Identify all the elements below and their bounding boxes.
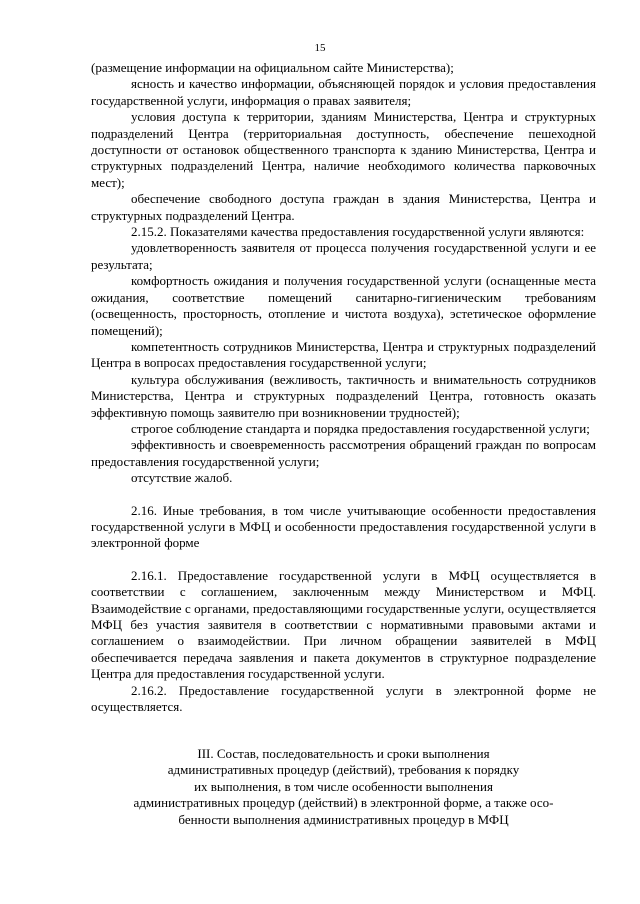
subsection-heading: 2.16. Иные требования, в том числе учитывающие особенности предоставления государственной услуги в МФЦ и особенности предоставления государственной услуги в электронной форме — [91, 502, 596, 551]
document-body — [91, 60, 596, 715]
section-heading-line: III. Состав, последовательность и сроки выполнения — [197, 746, 490, 761]
paragraph: 2.16.1. Предоставление государственной услуги в МФЦ осуществляется в соответствии с соглашением, заключенным между Министерством и МФЦ. Взаимодействие с органами, предоставляющими государственные услуги, осуществляется МФЦ без участия заявителя в соответствии с нормативными правовыми актами и соглашением о взаимодействии. При личном обращении заявителей в МФЦ обеспечивается передача заявления и пакета документов в структурное подразделение Центра для предоставления государственной услуги. — [91, 567, 596, 682]
paragraph: (размещение информации на официальном сайте Министерства); — [91, 60, 454, 75]
section-heading — [91, 746, 596, 828]
paragraph: строгое соблюдение стандарта и порядка предоставления государственной услуги; — [131, 420, 590, 436]
section-heading-line: административных процедур (действий), требования к порядку — [167, 762, 520, 778]
paragraph: комфортность ожидания и получения государственной услуги (оснащенные места ожидания, соответствие помещений санитарно-гигиеническим требованиям (освещенность, просторность, отопление и чистота воздуха), эстетическое оформление помещений); — [91, 273, 596, 338]
paragraph: эффективность и своевременность рассмотрения обращений граждан по вопросам предоставления государственной услуги; — [91, 437, 596, 469]
paragraph: 2.15.2. Показателями качества предоставления государственной услуги являются: — [131, 224, 585, 240]
paragraph: ясность и качество информации, объясняющей порядок и условия предоставления государственной услуги, информация о правах заявителя; — [91, 76, 596, 108]
section-heading-line: административных процедур (действий) в электронной форме, а также осо- — [133, 795, 554, 811]
paragraph: условия доступа к территории, зданиям Министерства, Центра и структурных подразделений Центра (территориальная доступность, обеспечение пешеходной доступности от остановок общественного транспорта к зданию Министерства, Центра и структурных подразделений Центра, наличие необходимого количества парковочных мест); — [91, 109, 596, 190]
paragraph: отсутствие жалоб. — [131, 470, 233, 486]
paragraph: удовлетворенность заявителя от процесса получения государственной услуги и ее результата; — [91, 240, 596, 272]
section-heading-line: их выполнения, в том числе особенности выполнения — [194, 778, 493, 794]
paragraph: обеспечение свободного доступа граждан в здания Министерства, Центра и структурных подразделений Центра. — [91, 191, 596, 223]
section-heading-line: бенности выполнения административных процедур в МФЦ — [178, 811, 509, 827]
page-number: 15 — [314, 42, 326, 54]
paragraph: компетентность сотрудников Министерства, Центра и структурных подразделений Центра в вопросах предоставления государственной услуги; — [91, 338, 596, 371]
paragraph: 2.16.2. Предоставление государственной услуги в электронной форме не осуществляется. — [91, 682, 596, 715]
paragraph: культура обслуживания (вежливость, тактичность и внимательность сотрудников Министерства, Центра и структурных подразделений Центра, готовность оказать эффективную помощь заявителю при возникновении трудностей); — [91, 371, 596, 420]
